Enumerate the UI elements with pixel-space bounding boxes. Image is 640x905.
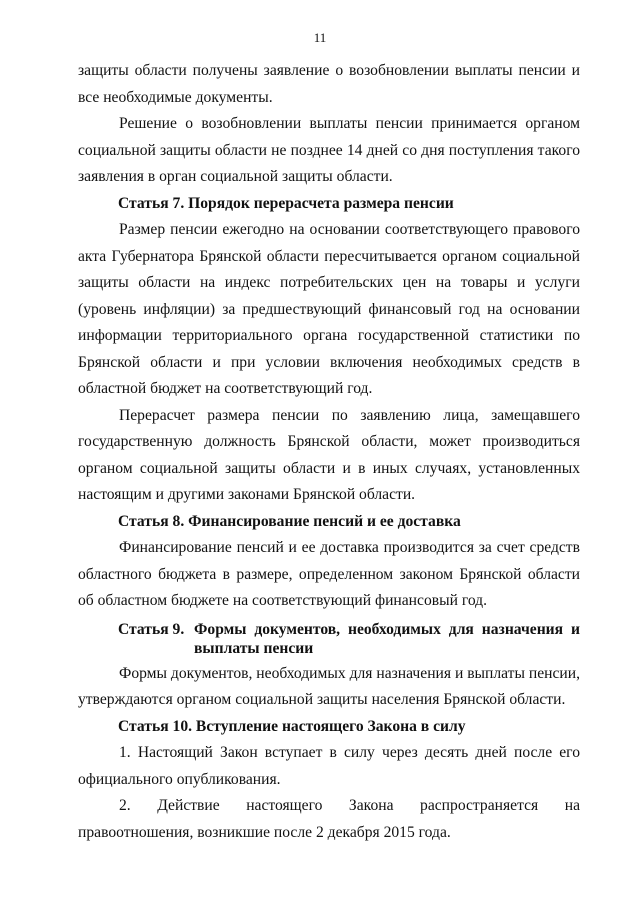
article-7-heading: Статья 7. Порядок перерасчета размера пенсии [118, 194, 454, 212]
article-9-number: Статья 9. [118, 620, 185, 638]
paragraph-article-9: Формы документов, необходимых для назначения и выплаты пенсии, утверждаются органом социальной защиты населения Брянской области. [78, 664, 580, 708]
article-9-heading [78, 615, 580, 661]
article-8-heading: Статья 8. Финансирование пенсий и ее доставка [118, 512, 461, 530]
paragraph-article-8: Финансирование пенсий и ее доставка производится за счет средств областного бюджета в размере, определенном законом Брянской области об областном бюджете на соответствующий финансовый год. [78, 539, 580, 609]
page-number: 11 [313, 30, 327, 45]
article-10-heading: Статья 10. Вступление настоящего Закона в силу [118, 717, 466, 735]
paragraph-article-7-part-2: Перерасчет размера пенсии по заявлению лица, замещавшего государственную должность Брянской области, может производиться органом социальной защиты области и в иных случаях, установленных настоящим и другими законами Брянской области. [78, 406, 580, 503]
paragraph-article-10-part-2: 2. Действие настоящего Закона распространяется на правоотношения, возникшие после 2 декабря 2015 года. [78, 797, 580, 841]
paragraph-continuation: защиты области получены заявление о возобновлении выплаты пенсии и все необходимые документы. [78, 62, 580, 106]
document-body [78, 58, 580, 846]
paragraph-article-7-part-1: Размер пенсии ежегодно на основании соответствующего правового акта Губернатора Брянской области пересчитывается органом социальной защиты области на индекс потребительских цен на товары и услуги (уровень инфляции) за предшествующий финансовый год на основании информации территориального органа государственной статистики по Брянской области и при условии включения необходимых средств в областной бюджет на соответствующий год. [78, 221, 580, 397]
paragraph-article-10-part-1: 1. Настоящий Закон вступает в силу через десять дней после его официального опубликования. [78, 744, 580, 788]
article-9-title: Формы документов, необходимых для назначения и выплаты пенсии [194, 620, 580, 657]
paragraph-decision-resumption: Решение о возобновлении выплаты пенсии принимается органом социальной защиты области не позднее 14 дней со дня поступления такого заявления в орган социальной защиты области. [78, 115, 580, 185]
